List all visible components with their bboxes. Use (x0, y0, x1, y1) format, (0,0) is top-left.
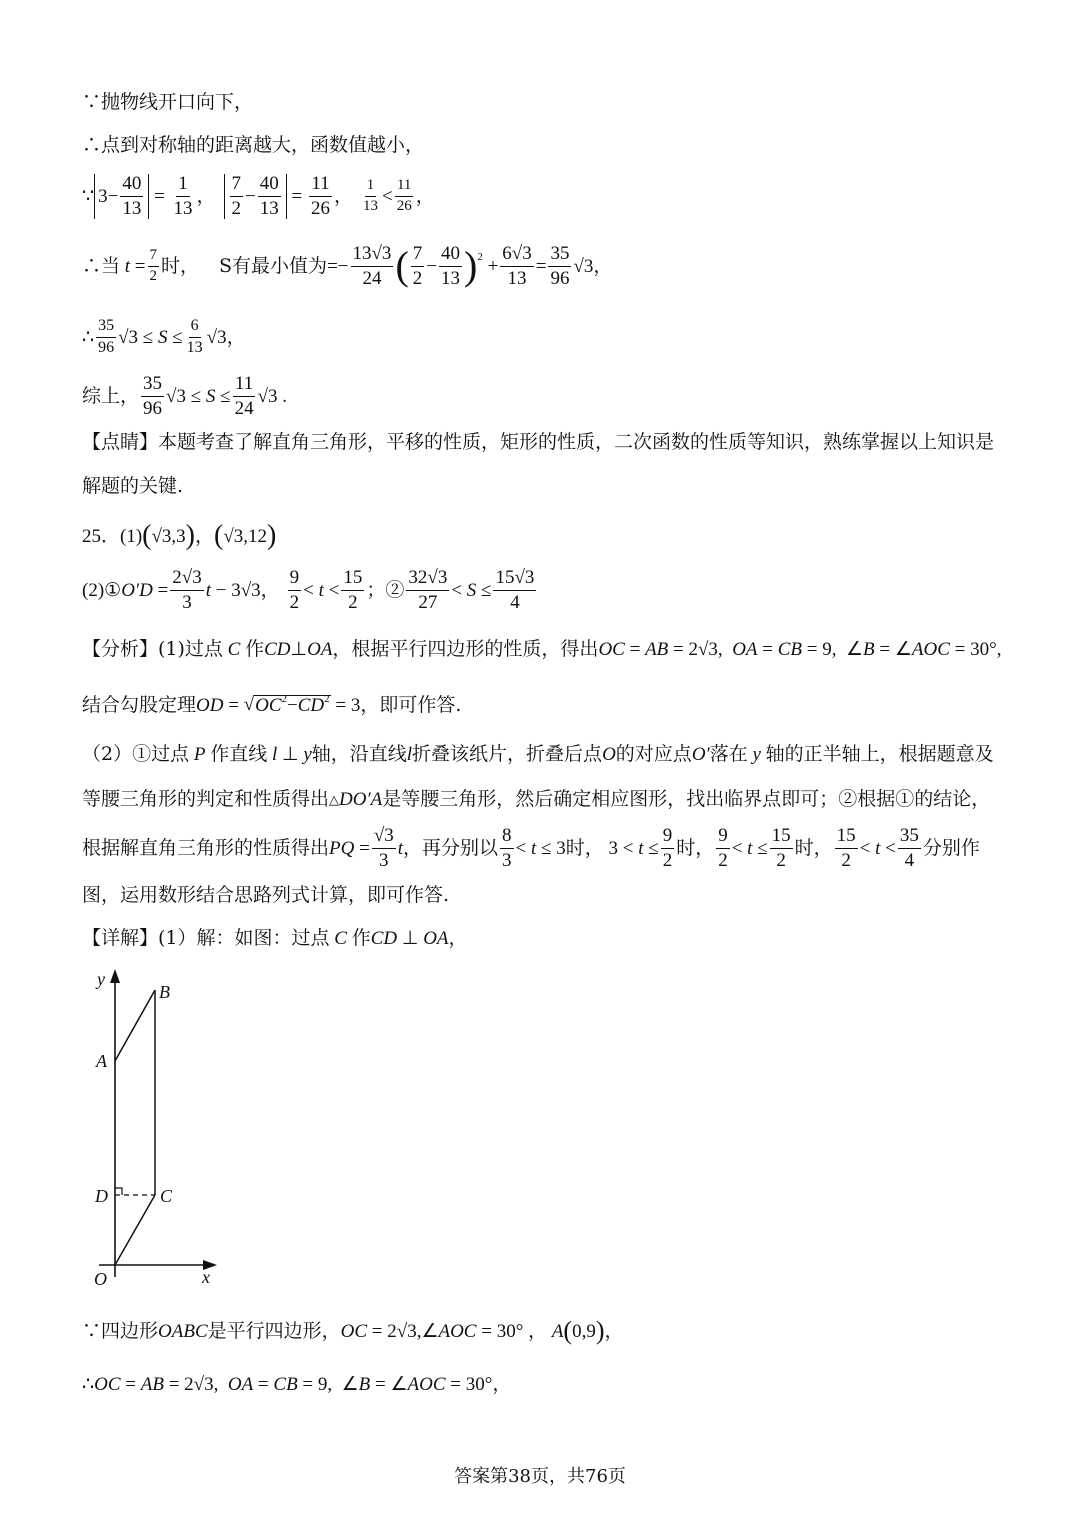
text-line: ∴ OC = AB = 2√3, OA = CB = 9, ∠ B = ∠ AOC = 30° ， (82, 1373, 512, 1395)
text-line: 【分析】(1)过点 C 作 CD ⊥ OA ，根据平行四边形的性质，得出 OC = AB = 2√3, OA = CB = 9, ∠ B = ∠ AOC = 30°, (82, 638, 1002, 660)
text-line: 【详解】(1）解：如图：过点 C 作 CD ⊥ OA ， (82, 927, 468, 949)
label-B: B (159, 982, 170, 1002)
text-line: ∴点到对称轴的距离越大，函数值越小， (82, 134, 425, 156)
abs-expr: 3− $\frac{40}{13}$ (94, 174, 149, 219)
text-line: 等腰三角形的判定和性质得出 △ DO′A 是等腰三角形，然后确定相应图形，找出临界点即可；②根据①的结论， (82, 788, 991, 810)
text-line: ∵抛物线开口向下， (82, 91, 254, 113)
label-A: A (96, 1051, 107, 1071)
answer-line: (2)① O′D = $\frac{2√3}{3}$ t − 3√3 ， $\frac{9}{2}$ < t < $\frac{15}{2}$ ；② $\frac{32√3}{27}$ < S ≤ $\frac{15√3}{4}$ (82, 567, 535, 613)
parallelogram-figure (85, 965, 235, 1295)
label-O: O (94, 1269, 107, 1289)
math-line: ∵ 3− $\frac{40}{13}$ = $\frac{1}{13}$ ， $\frac{7}{2}$ − $\frac{40}{13}$ = $\frac{11}{26}$ ， $\frac{1}{13}$ < $\frac{11}{26}$ ， (82, 173, 435, 219)
math-line: 综上， $\frac{35}{96}$ √3 ≤ S ≤ $\frac{11}{24}$ √3 . (82, 373, 287, 419)
right-angle-mark (115, 1188, 122, 1195)
label-x: x (202, 1267, 210, 1287)
math-line: ∴当 t = $\frac{7}{2}$ 时， S有最小值为 =− $\frac{13√3}{24}$ ( $\frac{7}{2}$ − $\frac{40}{13}$ ) 2 + $\frac{6√3}{13}$ = $\frac{35}{96}$ √3 ， (82, 243, 613, 289)
label-D: D (95, 1186, 108, 1206)
text-line: （2）①过点 P 作直线 l ⊥ y 轴，沿直线 l 折叠该纸片，折叠后点 O 的对应点 O′ 落在 y 轴的正半轴上，根据题意及 (82, 743, 994, 765)
label-C: C (160, 1186, 173, 1206)
text-line: 图，运用数形结合思路列式计算，即可作答. (82, 884, 450, 906)
text-line: 根据解直角三角形的性质得出 PQ = $\frac{√3}{3}$ t ，再分别以 $\frac{8}{3}$ < t ≤ 3 时， 3 < t ≤ $\frac{9}{2}$ 时， $\frac{9}{2}$ < t ≤ $\frac{15}{2}$ 时， $\frac{15}{2}$ < t < $\frac{35}{4}$ 分别作 (82, 825, 980, 871)
text-line: ∵四边形 OABC 是平行四边形， OC = 2√3,∠ AOC = 30° ， A ( 0,9 ) ， (82, 1316, 624, 1345)
page-footer: 答案第38页，共76页 (454, 1466, 626, 1487)
label-y: y (97, 969, 105, 989)
side-BA (115, 990, 155, 1061)
text-line: 结合勾股定理 OD = √ $OC^2-CD^2$ = 3 ，即可作答. (82, 693, 462, 716)
answer-line: 25．(1) ( √3,3 ) ， ( √3,12 ) (82, 520, 277, 551)
abs-expr: $\frac{7}{2}$ − $\frac{40}{13}$ (224, 174, 287, 219)
text-line: 【点睛】本题考查了解直角三角形，平移的性质，矩形的性质，二次函数的性质等知识，熟练掌握以上知识是 (82, 431, 995, 453)
text-line: 解题的关键. (82, 475, 184, 497)
y-axis-arrow (110, 969, 120, 983)
math-line: ∴ $\frac{35}{96}$ √3 ≤ S ≤ $\frac{6}{13}$ √3 ， (82, 317, 246, 356)
side-OC (115, 1195, 155, 1265)
